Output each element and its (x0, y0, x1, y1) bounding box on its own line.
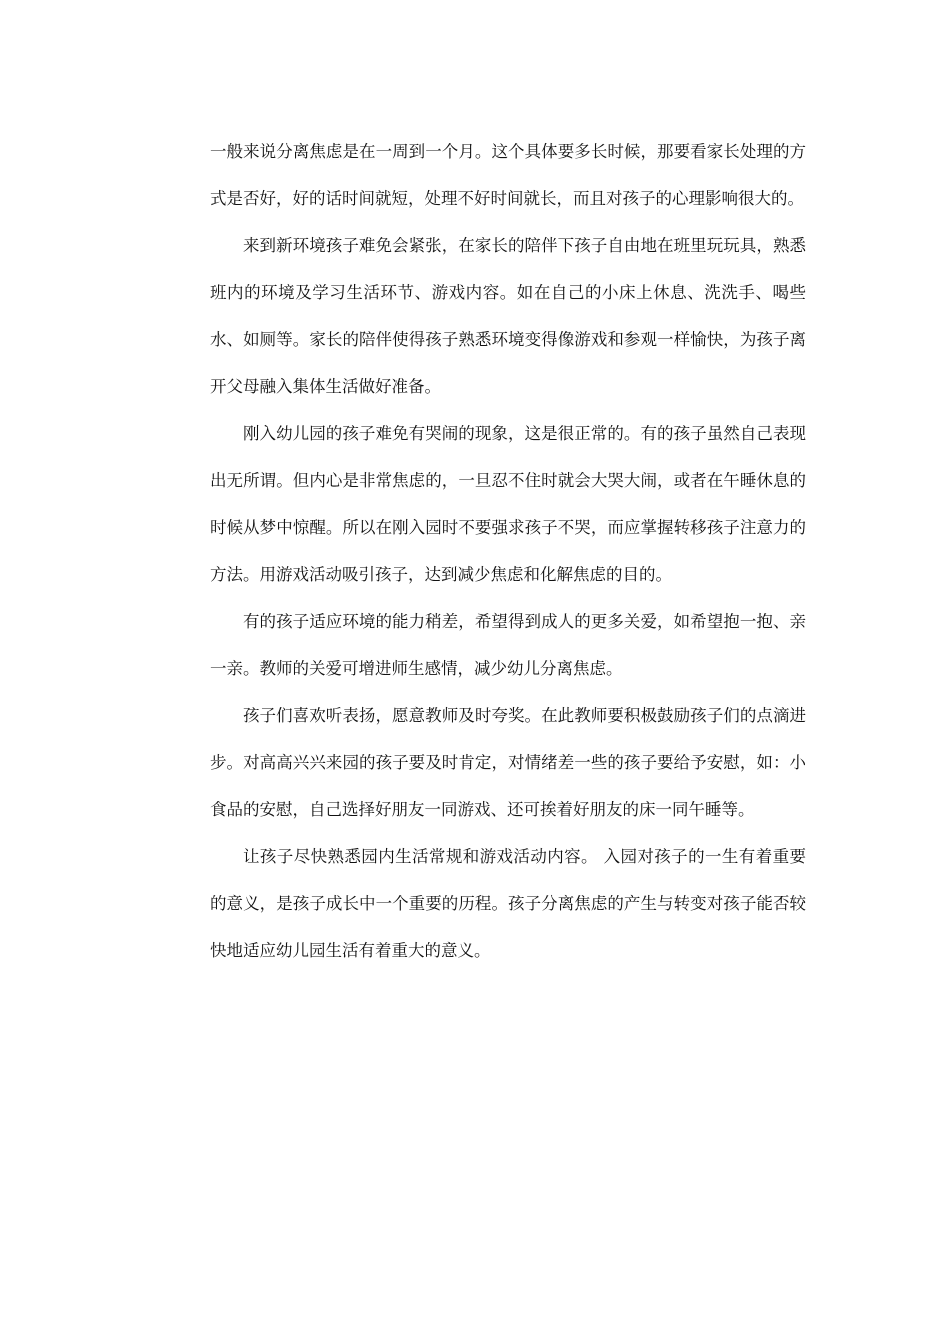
paragraph-5: 孩子们喜欢听表扬，愿意教师及时夸奖。在此教师要积极鼓励孩子们的点滴进步。对高高兴兴来园的孩子要及时肯定，对情绪差一些的孩子要给予安慰，如：小食品的安慰，自己选择好朋友一同游戏、还可挨着好朋友的床一同午睡等。 (210, 706, 806, 819)
paragraph-1: 一般来说分离焦虑是在一周到一个月。这个具体要多长时候，那要看家长处理的方式是否好，好的话时间就短，处理不好时间就长，而且对孩子的心理影响很大的。 (210, 142, 806, 208)
paragraph-3: 刚入幼儿园的孩子难免有哭闹的现象，这是很正常的。有的孩子虽然自己表现出无所谓。但内心是非常焦虑的，一旦忍不住时就会大哭大闹，或者在午睡休息的时候从梦中惊醒。所以在刚入园时不要强求孩子不哭，而应掌握转移孩子注意力的方法。用游戏活动吸引孩子，达到减少焦虑和化解焦虑的目的。 (210, 424, 806, 584)
paragraph-4: 有的孩子适应环境的能力稍差，希望得到成人的更多关爱，如希望抱一抱、亲一亲。教师的关爱可增进师生感情，减少幼儿分离焦虑。 (210, 612, 806, 678)
document-body (210, 128, 806, 974)
paragraph-2: 来到新环境孩子难免会紧张，在家长的陪伴下孩子自由地在班里玩玩具，熟悉班内的环境及学习生活环节、游戏内容。如在自己的小床上休息、洗洗手、喝些水、如厕等。家长的陪伴使得孩子熟悉环境变得像游戏和参观一样愉快，为孩子离开父母融入集体生活做好准备。 (210, 236, 806, 396)
paragraph-6: 让孩子尽快熟悉园内生活常规和游戏活动内容。 入园对孩子的一生有着重要的意义，是孩子成长中一个重要的历程。孩子分离焦虑的产生与转变对孩子能否较快地适应幼儿园生活有着重大的意义。 (210, 847, 806, 960)
